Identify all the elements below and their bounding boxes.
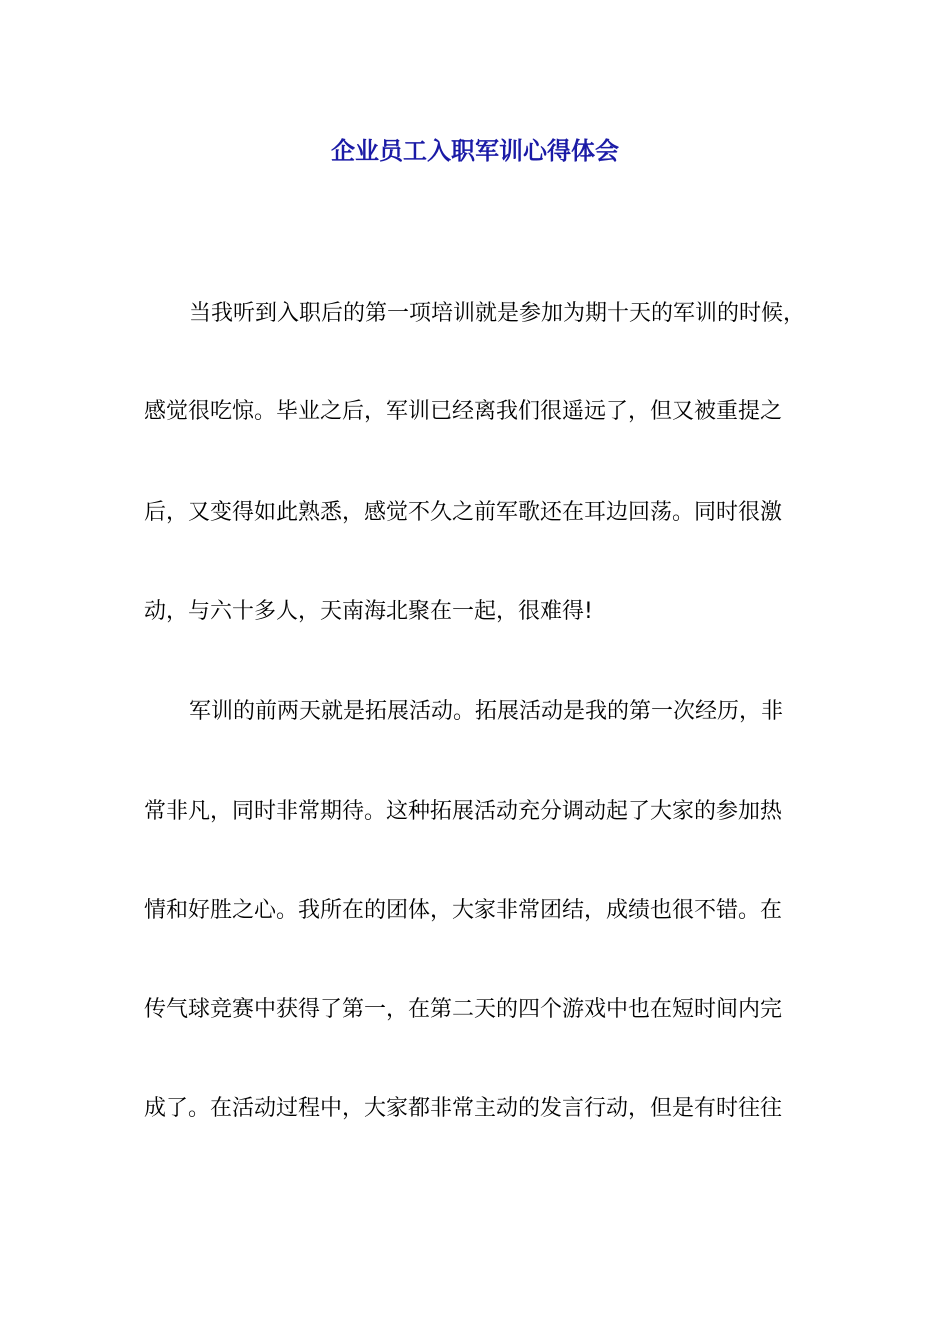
paragraph-1-line-2: 感觉很吃惊。毕业之后，军训已经离我们很遥远了，但又被重提之 xyxy=(144,399,783,424)
paragraph-2-line-3: 情和好胜之心。我所在的团体，大家非常团结，成绩也很不错。在 xyxy=(144,898,783,923)
paragraph-2-line-4: 传气球竞赛中获得了第一，在第二天的四个游戏中也在短时间内完 xyxy=(144,997,783,1022)
paragraph-1-line-3: 后，又变得如此熟悉，感觉不久之前军歌还在耳边回荡。同时很激 xyxy=(144,500,783,525)
document-title: 企业员工入职军训心得体会 xyxy=(331,137,619,165)
paragraph-2-line-1: 军训的前两天就是拓展活动。拓展活动是我的第一次经历，非 xyxy=(189,699,784,724)
paragraph-1-line-4: 动，与六十多人，天南海北聚在一起，很难得! xyxy=(144,599,593,624)
paragraph-2-line-2: 常非凡，同时非常期待。这种拓展活动充分调动起了大家的参加热 xyxy=(144,799,783,824)
paragraph-2-line-5: 成了。在活动过程中，大家都非常主动的发言行动，但是有时往往 xyxy=(144,1096,783,1121)
paragraph-1-line-1: 当我听到入职后的第一项培训就是参加为期十天的军训的时候， xyxy=(189,301,806,326)
